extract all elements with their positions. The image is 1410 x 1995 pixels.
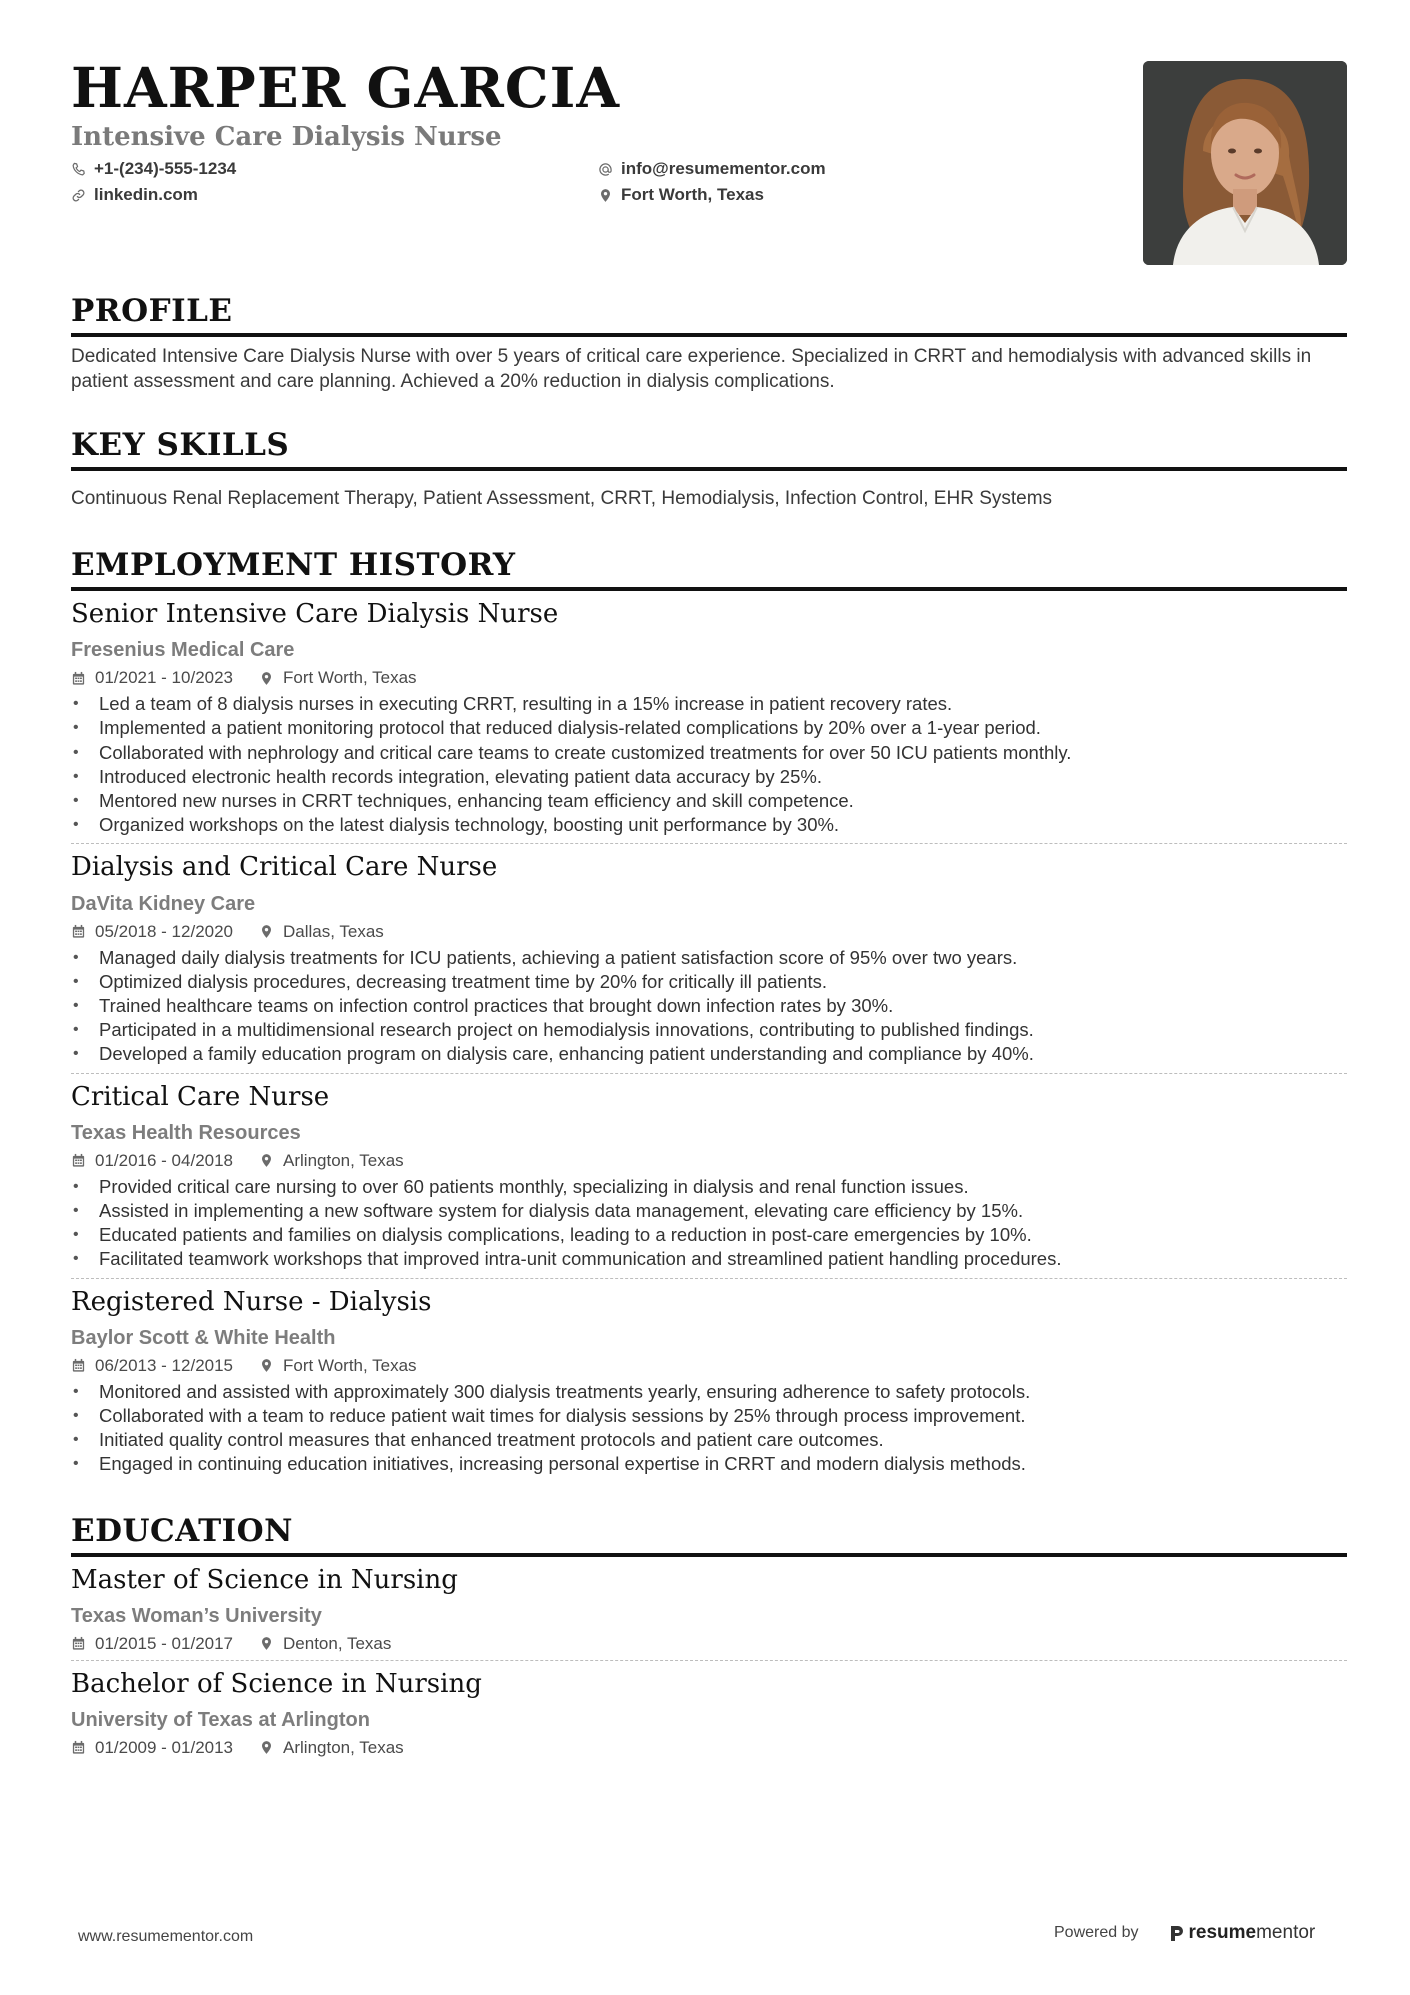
job-company: Texas Health Resources (71, 1121, 301, 1144)
resume-header (71, 0, 1347, 265)
job-title: Registered Nurse - Dialysis (71, 1286, 432, 1317)
bullet-item: • Participated in a multidimensional research project on hemodialysis innovations, contributing to published findings. (71, 1018, 1347, 1042)
job-location-text: Dallas, Texas (283, 921, 384, 941)
education-dates (71, 1738, 233, 1758)
employment-heading: EMPLOYMENT HISTORY (71, 550, 1347, 591)
job-entry (71, 843, 1347, 1072)
brand-rest: mentor (1256, 1922, 1316, 1943)
contact-info (71, 160, 901, 204)
calendar-icon (71, 1153, 86, 1168)
job-dates-text: 06/2013 - 12/2015 (95, 1355, 234, 1375)
resumementor-logo-icon (1169, 1924, 1185, 1942)
contact-phone (71, 160, 598, 178)
employment-section (71, 547, 1347, 1483)
job-dates-text: 05/2018 - 12/2020 (95, 921, 234, 941)
bullet-item: • Trained healthcare teams on infection control practices that brought down infection rates by 30%. (71, 994, 1347, 1018)
bullet-item: • Implemented a patient monitoring protocol that reduced dialysis-related complications by 20% over a 1-year period. (71, 716, 1347, 740)
job-title: Critical Care Nurse (71, 1081, 330, 1112)
degree-title: Master of Science in Nursing (71, 1564, 458, 1595)
education-location (259, 1738, 404, 1758)
bullet-item: • Assisted in implementing a new software system for dialysis data management, elevating care efficiency by 15%. (71, 1199, 1347, 1223)
job-company: Fresenius Medical Care (71, 639, 295, 662)
resumementor-logo[interactable] (1169, 1922, 1316, 1944)
education-dates-text: 01/2009 - 01/2013 (95, 1737, 234, 1757)
skills-text: Continuous Renal Replacement Therapy, Patient Assessment, CRRT, Hemodialysis, Infection Control, EHR Systems (71, 488, 1053, 509)
bullet-item: • Organized workshops on the latest dialysis technology, boosting unit performance by 30%. (71, 813, 1347, 837)
bullet-item: • Introduced electronic health records integration, elevating patient data accuracy by 25%. (71, 765, 1347, 789)
education-location-text: Arlington, Texas (283, 1737, 404, 1757)
education-meta (71, 1634, 1347, 1654)
location-pin-icon (259, 1740, 274, 1755)
skills-heading: KEY SKILLS (71, 430, 1347, 471)
profile-heading: PROFILE (71, 296, 1347, 337)
location-pin-icon (598, 188, 613, 203)
bullet-item: • Led a team of 8 dialysis nurses in executing CRRT, resulting in a 15% increase in patient recovery rates. (71, 692, 1347, 716)
bullet-item: • Managed daily dialysis treatments for ICU patients, achieving a patient satisfaction score of 95% over two years. (71, 946, 1347, 970)
location-pin-icon (259, 1636, 274, 1651)
contact-linkedin (71, 186, 598, 204)
education-dates (71, 1634, 233, 1654)
education-heading: EDUCATION (71, 1516, 1347, 1557)
job-meta (71, 1151, 1347, 1171)
school-name: University of Texas at Arlington (71, 1708, 370, 1731)
calendar-icon (71, 1740, 86, 1755)
location-pin-icon (259, 671, 274, 686)
job-location (259, 1356, 417, 1376)
powered-by-label: Powered by (1054, 1924, 1139, 1941)
job-entry (71, 1278, 1347, 1483)
bullet-item: • Mentored new nurses in CRRT techniques, enhancing team efficiency and skill competence. (71, 789, 1347, 813)
bullet-item: • Engaged in continuing education initiatives, increasing personal expertise in CRRT and modern dialysis methods. (71, 1452, 1347, 1476)
calendar-icon (71, 924, 86, 939)
bullet-item: • Collaborated with a team to reduce patient wait times for dialysis sessions by 25% through process improvement. (71, 1404, 1347, 1428)
job-meta (71, 1356, 1347, 1376)
skills-section (71, 427, 1347, 511)
calendar-icon (71, 1358, 86, 1373)
school-name: Texas Woman’s University (71, 1604, 322, 1627)
bullet-item: • Optimized dialysis procedures, decreasing treatment time by 20% for critically ill patients. (71, 970, 1347, 994)
bullet-item: • Educated patients and families on dialysis complications, leading to a reduction in post-care emergencies by 10%. (71, 1223, 1347, 1247)
candidate-name: HARPER GARCIA (71, 55, 621, 120)
job-location-text: Arlington, Texas (283, 1150, 404, 1170)
job-location-text: Fort Worth, Texas (283, 1355, 417, 1375)
email-text: info@resumementor.com (621, 159, 826, 178)
job-bullets (71, 946, 1347, 1067)
bullet-item: • Developed a family education program on dialysis care, enhancing patient understanding and compliance by 40%. (71, 1042, 1347, 1066)
job-location (259, 1151, 404, 1171)
bullet-item: • Provided critical care nursing to over 60 patients monthly, specializing in dialysis and renal function issues. (71, 1175, 1347, 1199)
job-bullets (71, 1380, 1347, 1477)
degree-title: Bachelor of Science in Nursing (71, 1668, 482, 1699)
job-dates (71, 922, 233, 942)
bullet-item: • Initiated quality control measures that enhanced treatment protocols and patient care outcomes. (71, 1428, 1347, 1452)
contact-email (598, 160, 901, 178)
calendar-icon (71, 1636, 86, 1651)
education-section (71, 1512, 1347, 1764)
profile-section (71, 293, 1347, 394)
location-pin-icon (259, 1153, 274, 1168)
profile-photo (1143, 61, 1347, 265)
job-company: Baylor Scott & White Health (71, 1326, 336, 1349)
education-entry (71, 1660, 1347, 1764)
bullet-item: • Facilitated teamwork workshops that improved intra-unit communication and streamlined patient handling procedures. (71, 1247, 1347, 1271)
profile-text: Dedicated Intensive Care Dialysis Nurse with over 5 years of critical care experience. Specialized in CRRT and hemodialysis with advanced skills in patient assessment and care planning. Achieved a 20% reduction in dialysis complications. (71, 346, 1312, 392)
education-dates-text: 01/2015 - 01/2017 (95, 1633, 234, 1653)
link-icon (71, 188, 86, 203)
job-bullets (71, 692, 1347, 837)
location-pin-icon (259, 1358, 274, 1373)
bullet-item: • Monitored and assisted with approximately 300 dialysis treatments yearly, ensuring adherence to safety protocols. (71, 1380, 1347, 1404)
job-entry (71, 1073, 1347, 1278)
contact-location (598, 186, 901, 204)
job-dates-text: 01/2021 - 10/2023 (95, 668, 234, 688)
phone-icon (71, 162, 86, 177)
job-entry (71, 591, 1347, 843)
education-meta (71, 1738, 1347, 1758)
location-pin-icon (259, 924, 274, 939)
education-location (259, 1634, 391, 1654)
job-dates-text: 01/2016 - 04/2018 (95, 1150, 234, 1170)
resume-content (71, 0, 1347, 1764)
portrait-image (1143, 61, 1347, 265)
at-sign-icon (598, 162, 613, 177)
job-location (259, 922, 384, 942)
brand-bold: resume (1188, 1922, 1257, 1943)
education-location-text: Denton, Texas (283, 1633, 392, 1653)
job-meta (71, 668, 1347, 688)
phone-text: +1-(234)-555-1234 (94, 159, 237, 178)
candidate-title: Intensive Care Dialysis Nurse (71, 122, 502, 152)
footer-brand (1054, 1922, 1315, 1944)
job-bullets (71, 1175, 1347, 1272)
job-location-text: Fort Worth, Texas (283, 668, 417, 688)
education-entry (71, 1557, 1347, 1660)
job-meta (71, 922, 1347, 942)
job-dates (71, 1151, 233, 1171)
linkedin-text: linkedin.com (94, 185, 198, 204)
job-title: Senior Intensive Care Dialysis Nurse (71, 599, 559, 629)
location-text: Fort Worth, Texas (621, 185, 764, 204)
job-company: DaVita Kidney Care (71, 892, 256, 915)
footer-website-link[interactable]: www.resumementor.com (78, 1928, 254, 1945)
calendar-icon (71, 671, 86, 686)
job-location (259, 668, 417, 688)
job-dates (71, 1356, 233, 1376)
job-dates (71, 668, 233, 688)
bullet-item: • Collaborated with nephrology and critical care teams to create customized treatments for over 50 ICU patients monthly. (71, 741, 1347, 765)
job-title: Dialysis and Critical Care Nurse (71, 852, 498, 883)
